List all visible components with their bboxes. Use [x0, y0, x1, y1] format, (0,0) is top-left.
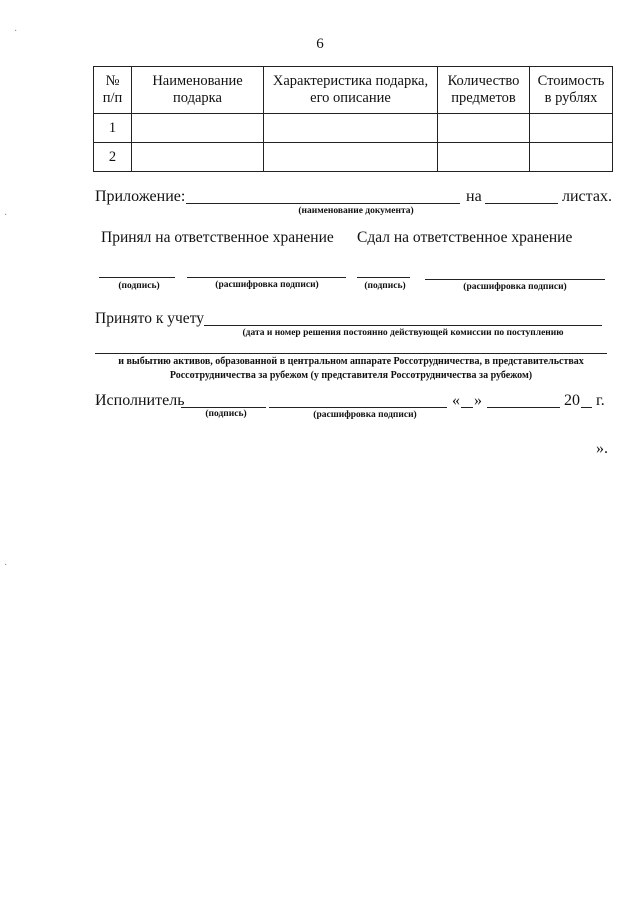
table-cell: [132, 143, 264, 172]
scan-dot: ·: [4, 560, 8, 571]
executor-decoding-line: [269, 407, 447, 408]
table-cell: 1: [94, 114, 132, 143]
handed-signature-caption: (подпись): [364, 281, 406, 291]
attachment-sheets-line: [485, 203, 558, 204]
attachment-label: Приложение:: [95, 188, 186, 205]
accepted-signature-line: [99, 277, 175, 278]
registration-line-2: [95, 353, 607, 354]
date-day-line: [461, 407, 473, 408]
header-description: Характеристика подарка, его описание: [264, 67, 438, 114]
accepted-for-custody-label: Принял на ответственное хранение: [101, 229, 334, 246]
attachment-caption: (наименование документа): [298, 206, 414, 216]
table-cell: [132, 114, 264, 143]
attachment-document-line: [186, 203, 460, 204]
page-number: 6: [316, 36, 324, 52]
registration-label: Принято к учету: [95, 310, 205, 327]
table-cell: [530, 143, 613, 172]
table-cell: [438, 143, 530, 172]
header-number: № п/п: [94, 67, 132, 114]
date-year-prefix: 20: [564, 392, 580, 409]
handed-for-custody-label: Сдал на ответственное хранение: [357, 229, 573, 246]
table-cell: [530, 114, 613, 143]
handed-signature-line: [357, 277, 410, 278]
executor-signature-line: [181, 407, 266, 408]
header-gift-name: Наименование подарка: [132, 67, 264, 114]
table-cell: [264, 143, 438, 172]
registration-caption-1: (дата и номер решения постоянно действующей комиссии по поступлению: [242, 328, 564, 338]
date-month-line: [487, 407, 560, 408]
gift-table: [93, 66, 613, 172]
date-quote-open: «: [452, 392, 460, 409]
scan-dot: ·: [14, 26, 18, 37]
executor-label: Исполнитель: [95, 392, 185, 409]
handed-decoding-line: [425, 279, 605, 280]
attachment-sheets-label: листах.: [562, 188, 612, 205]
registration-caption-2: и выбытию активов, образованной в центральном аппарате Россотрудничества, в представительствах: [118, 356, 584, 367]
table-cell: 2: [94, 143, 132, 172]
table-cell: [438, 114, 530, 143]
header-cost: Стоимость в рублях: [530, 67, 613, 114]
date-year-suffix: г.: [596, 392, 605, 409]
table-header-row: [94, 67, 613, 114]
accepted-decoding-caption: (расшифровка подписи): [215, 280, 319, 290]
header-quantity: Количество предметов: [438, 67, 530, 114]
attachment-on-label: на: [466, 188, 482, 205]
table-row: [94, 143, 613, 172]
handed-decoding-caption: (расшифровка подписи): [463, 282, 567, 292]
registration-line-1: [204, 325, 602, 326]
table-row: [94, 114, 613, 143]
registration-caption-3: Россотрудничества за рубежом (у представителя Россотрудничества за рубежом): [169, 370, 533, 381]
scan-dot: ·: [4, 210, 8, 221]
date-year-line: [581, 407, 592, 408]
accepted-decoding-line: [187, 277, 346, 278]
executor-decoding-caption: (расшифровка подписи): [313, 410, 417, 420]
accepted-signature-caption: (подпись): [118, 281, 160, 291]
closing-quote: ».: [596, 440, 608, 457]
executor-signature-caption: (подпись): [205, 409, 247, 419]
table-cell: [264, 114, 438, 143]
date-quote-close: »: [474, 392, 482, 409]
